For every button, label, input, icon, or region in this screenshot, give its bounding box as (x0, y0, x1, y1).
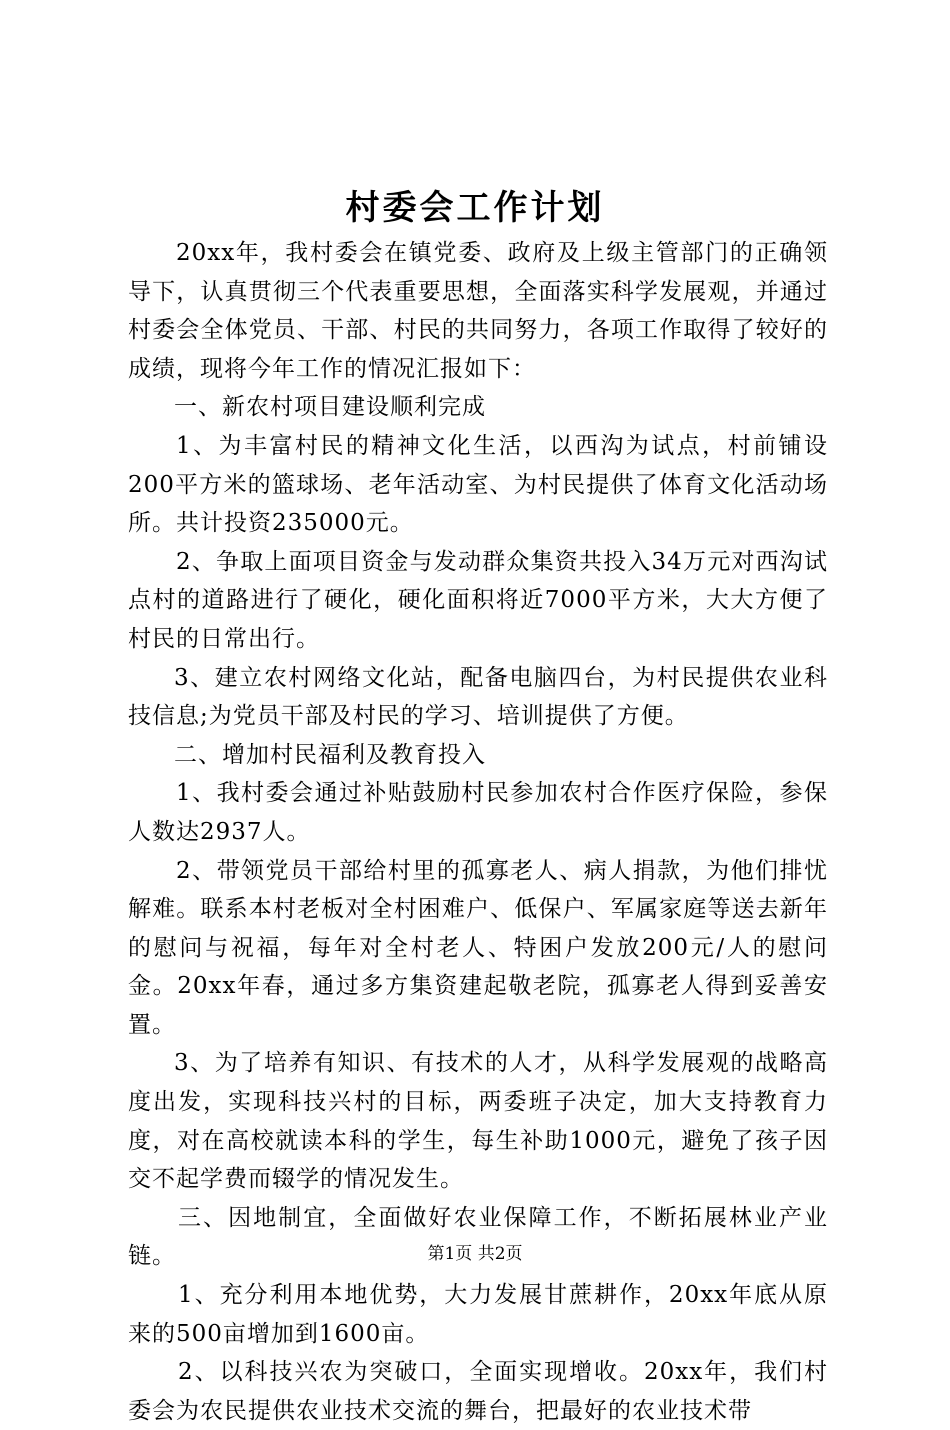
document-title: 村委会工作计划 (345, 188, 605, 228)
section-heading-1: 一、新农村项目建设顺利完成 (174, 394, 486, 421)
section-heading-3: 三、因地制宜，全面做好农业保障工作，不断拓展林业产业链。 (128, 1204, 828, 1270)
paragraph-1-3: 3、建立农村网络文化站，配备电脑四台，为村民提供农业科技信息;为党员干部及村民的学习、培训提供了方便。 (128, 664, 828, 730)
paragraph-1-2: 2、争取上面项目资金与发动群众集资共投入34万元对西沟试点村的道路进行了硬化，硬化面积将近7000平方米，大大方便了村民的日常出行。 (128, 548, 828, 652)
section-heading-2: 二、增加村民福利及教育投入 (174, 741, 486, 768)
paragraph-3-1: 1、充分利用本地优势，大力发展甘蔗耕作，20xx年底从原来的500亩增加到1600亩。 (128, 1282, 828, 1347)
paragraph-2-1: 1、我村委会通过补贴鼓励村民参加农村合作医疗保险，参保人数达2937人。 (128, 780, 828, 845)
paragraph-1-1: 1、为丰富村民的精神文化生活，以西沟为试点，村前铺设200平方米的篮球场、老年活动室、为村民提供了体育文化活动场所。共计投资235000元。 (128, 432, 828, 537)
paragraph-2-2: 2、带领党员干部给村里的孤寡老人、病人捐款，为他们排忧解难。联系本村老板对全村困难户、低保户、军属家庭等送去新年的慰问与祝福，每年对全村老人、特困户发放200元/人的慰问金。20xx年春，通过多方集资建起敬老院，孤寡老人得到妥善安置。 (128, 857, 828, 1038)
paragraph-3-2: 2、以科技兴农为突破口，全面实现增收。20xx年，我们村委会为农民提供农业技术交流的舞台，把最好的农业技术带 (128, 1359, 828, 1424)
page-footer: 第1页 共2页 (427, 1244, 523, 1264)
intro-paragraph: 20xx年，我村委会在镇党委、政府及上级主管部门的正确领导下，认真贯彻三个代表重要思想，全面落实科学发展观，并通过村委会全体党员、干部、村民的共同努力，各项工作取得了较好的成绩，现将今年工作的情况汇报如下： (128, 240, 828, 382)
paragraph-2-3: 3、为了培养有知识、有技术的人才，从科学发展观的战略高度出发，实现科技兴村的目标，两委班子决定，加大支持教育力度，对在高校就读本科的学生，每生补助1000元，避免了孩子因交不起学费而辍学的情况发生。 (128, 1050, 828, 1193)
